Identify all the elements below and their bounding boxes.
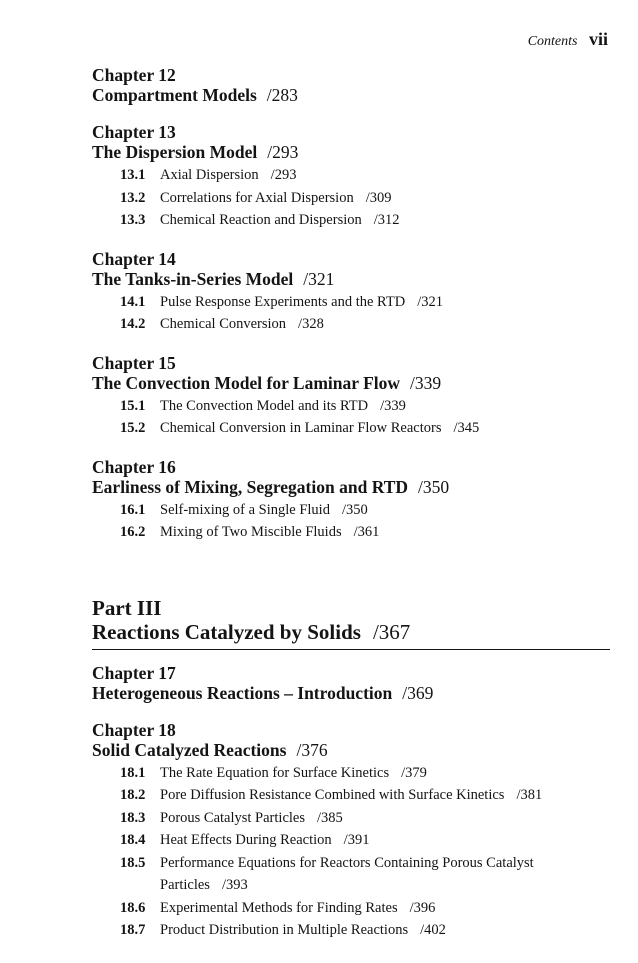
chapter-entry [92,664,612,703]
section-text-block [160,313,612,336]
chapter-title: The Tanks-in-Series Model [92,268,294,289]
section-entry [92,395,612,418]
section-entry [92,762,612,785]
section-text-block [160,919,612,942]
chapter-label: Chapter 13 [92,122,176,142]
section-number: 18.7 [120,922,146,938]
section-number: 14.1 [120,293,146,310]
chapter-page: /376 [296,739,328,760]
section-entry [92,499,612,522]
running-head [528,30,608,51]
section-number: 18.4 [120,832,146,848]
part-page: /367 [372,619,411,644]
section-list [92,395,612,440]
chapter-title-line [92,683,612,703]
section-number: 18.6 [120,899,146,916]
section-title: Performance Equations for Reactors Containing Porous Catalyst Particles [160,854,534,893]
page-number: vii [588,29,608,49]
section-text-block [160,784,612,807]
section-number: 16.1 [120,501,146,518]
chapter-label: Chapter 17 [92,662,176,683]
section-page: /312 [373,212,400,228]
section-title: The Rate Equation for Surface Kinetics [160,764,390,781]
section-number: 18.3 [120,809,146,826]
section-text-block [160,187,612,210]
section-number: 16.2 [120,524,146,540]
section-entry [92,164,612,187]
section-page: /393 [221,877,248,893]
section-entry [92,852,612,897]
section-title: Axial Dispersion [160,167,259,183]
section-number: 18.2 [120,787,146,803]
chapter-entry [92,354,612,440]
chapter-label: Chapter 12 [92,65,176,85]
chapter-entry [92,250,612,336]
chapter-page: /369 [402,682,434,703]
section-title: Pulse Response Experiments and the RTD [160,293,406,310]
section-title: Experimental Methods for Finding Rates [160,899,398,916]
section-title: Mixing of Two Miscible Fluids [160,524,342,540]
chapter-title-line [92,142,612,162]
section-list [92,499,612,544]
section-text-block [160,762,612,785]
chapter-title: The Convection Model for Laminar Flow [92,372,401,393]
section-title: Pore Diffusion Resistance Combined with Surface Kinetics [160,787,505,803]
chapter-page: /321 [303,268,335,289]
section-number: 15.2 [120,420,146,436]
part-heading [92,596,610,650]
running-head-title: Contents [527,34,578,49]
section-entry [92,313,612,336]
section-entry [92,417,612,440]
section-number: 18.5 [120,854,146,871]
section-page: /402 [420,922,446,938]
chapter-entry [92,721,612,942]
part-title: Reactions Catalyzed by Solids [92,619,361,644]
section-page: /293 [270,167,297,183]
chapter-entry [92,123,612,232]
chapter-title-line [92,85,612,105]
chapter-title-line [92,373,612,393]
chapter-label: Chapter 18 [92,719,176,740]
section-page: /385 [317,809,343,826]
section-entry [92,209,612,232]
section-number: 15.1 [120,397,146,414]
section-number: 13.3 [120,212,146,228]
chapter-page: /350 [418,476,450,497]
section-title: The Convection Model and its RTD [160,397,369,414]
chapter-title: The Dispersion Model [92,142,258,162]
section-title: Chemical Conversion [160,316,287,332]
chapter-page: /339 [410,372,442,393]
section-entry [92,784,612,807]
section-title: Heat Effects During Reaction [160,832,332,848]
section-text-block [160,209,612,232]
section-number: 13.2 [120,189,146,206]
section-entry [92,897,612,920]
part-label: Part III [92,595,162,620]
chapter-page: /283 [266,85,298,105]
section-page: /321 [417,293,443,310]
section-page: /309 [365,189,392,206]
section-title: Product Distribution in Multiple Reactions [160,922,409,938]
section-page: /391 [343,832,370,848]
section-list [92,762,612,942]
section-text-block [160,395,612,418]
section-title: Chemical Reaction and Dispersion [160,212,362,228]
section-page: /328 [298,316,324,332]
section-page: /381 [516,787,543,803]
chapter-list-part-iii [92,664,612,942]
section-title: Porous Catalyst Particles [160,809,305,826]
section-text-block [160,164,612,187]
section-entry [92,521,612,544]
chapter-title-line [92,740,612,760]
section-page: /361 [353,524,380,540]
section-entry [92,807,612,830]
chapter-entry [92,458,612,544]
section-entry [92,187,612,210]
chapter-title: Solid Catalyzed Reactions [92,739,287,760]
section-number: 14.2 [120,316,146,332]
chapter-title-line [92,269,612,289]
chapter-entry [92,66,612,105]
section-page: /350 [341,501,368,518]
section-list [92,164,612,232]
section-text-block [160,852,612,897]
section-title: Chemical Conversion in Laminar Flow Reactors [160,420,442,436]
section-entry [92,291,612,314]
section-page: /379 [401,764,427,781]
table-of-contents [92,66,612,960]
chapter-label: Chapter 16 [92,456,176,477]
chapter-label: Chapter 14 [92,248,176,269]
section-list [92,291,612,336]
section-number: 18.1 [120,764,146,781]
section-page: /339 [380,397,406,414]
section-text-block [160,807,612,830]
section-text-block [160,499,612,522]
section-title: Self-mixing of a Single Fluid [160,501,330,518]
section-number: 13.1 [120,167,146,183]
section-page: /396 [409,899,436,916]
chapter-title-line [92,477,612,497]
section-entry [92,919,612,942]
part-title-line [92,620,610,644]
chapter-title: Heterogeneous Reactions – Introduction [92,682,393,703]
section-page: /345 [453,420,480,436]
section-text-block [160,291,612,314]
section-text-block [160,521,612,544]
chapter-list-part-ii [92,66,612,544]
section-text-block [160,417,612,440]
chapter-title: Compartment Models [92,85,257,105]
chapter-page: /293 [267,142,299,162]
chapter-title: Earliness of Mixing, Segregation and RTD [92,476,409,497]
chapter-label: Chapter 15 [92,352,176,373]
section-entry [92,829,612,852]
section-title: Correlations for Axial Dispersion [160,189,354,206]
section-text-block [160,897,612,920]
section-text-block [160,829,612,852]
